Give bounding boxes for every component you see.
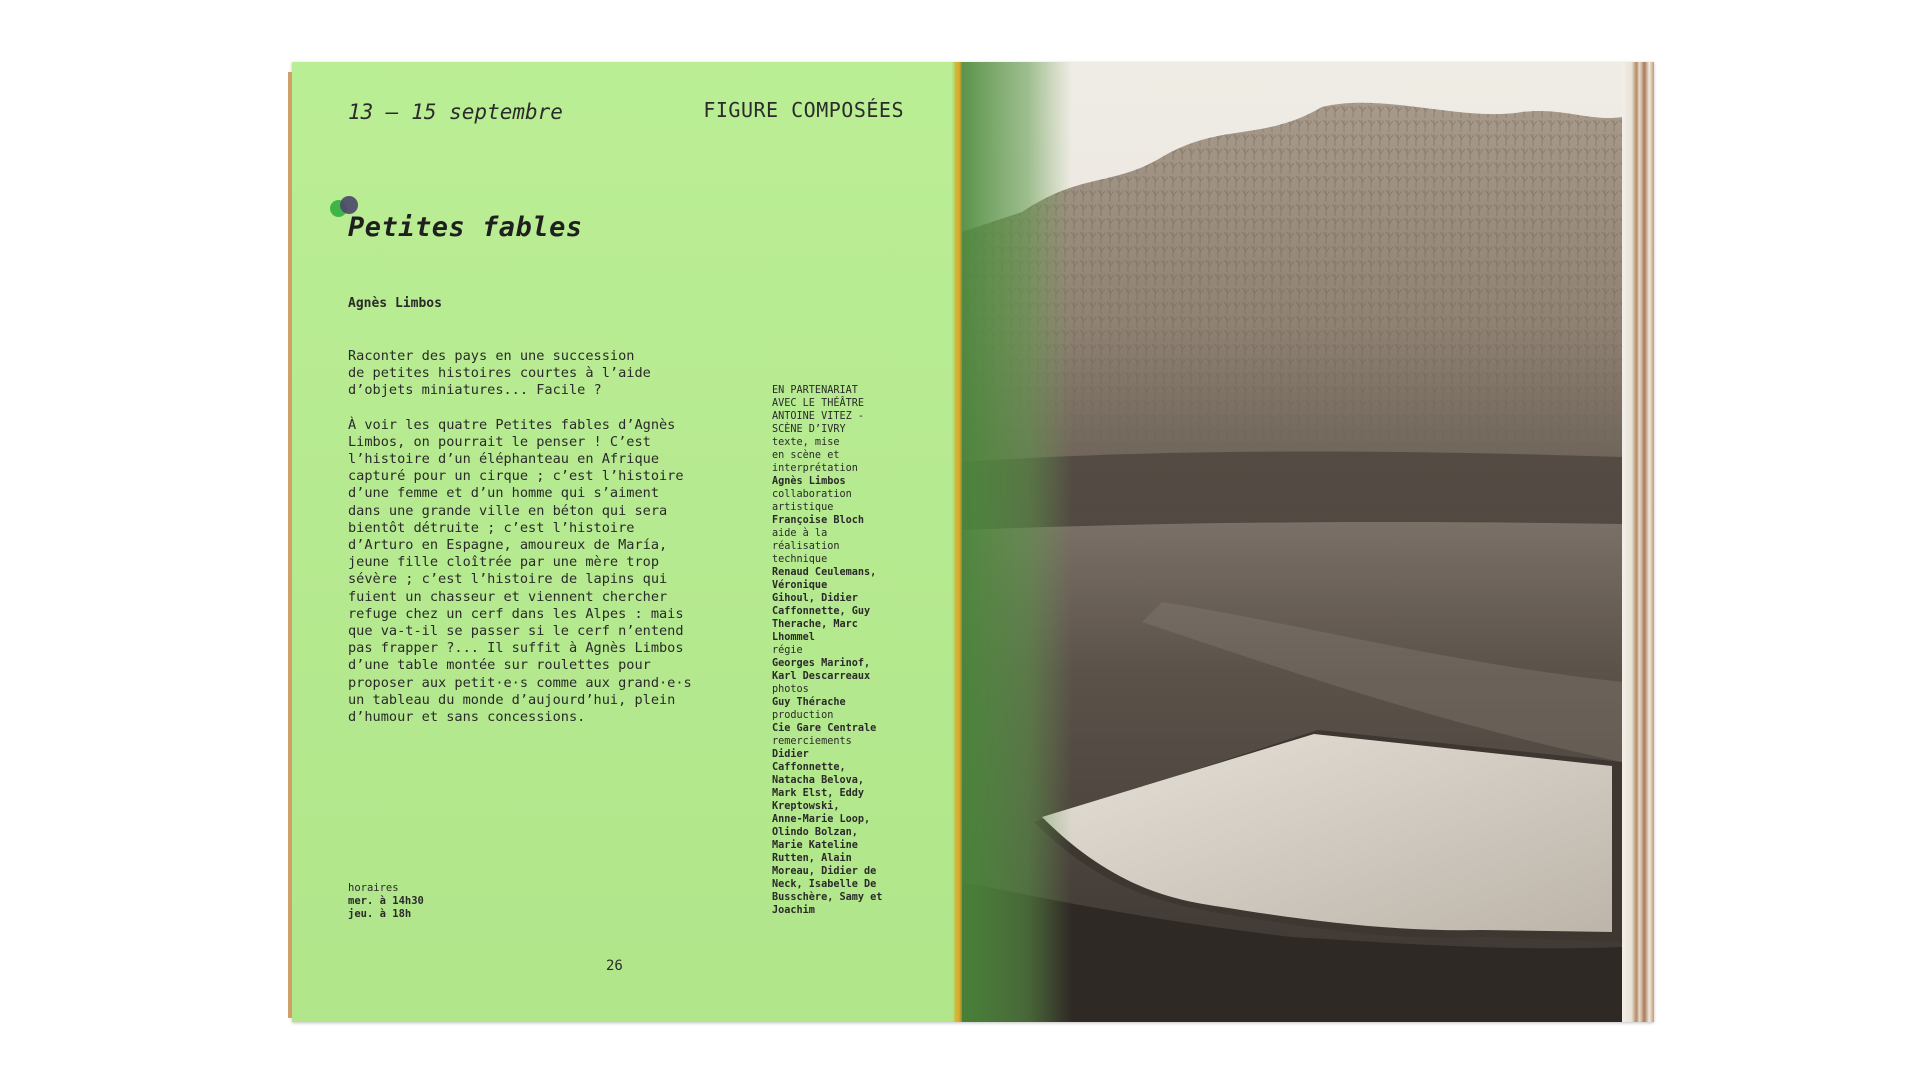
schedule-label: horaires <box>348 882 399 894</box>
credit-line: régie <box>772 645 803 656</box>
credit-line: Karl Descarreaux <box>772 671 871 682</box>
body-line: sévère ; c’est l’histoire de lapins qui <box>348 571 668 588</box>
credit-line: Caffonnette, Guy <box>772 606 871 617</box>
credit-line: Joachim <box>772 905 815 916</box>
body-line: de petites histoires courtes à l’aide <box>348 365 651 382</box>
header-date: 13 — 15 septembre <box>348 100 563 124</box>
credit-line: production <box>772 710 834 721</box>
credit-line: artistique <box>772 502 834 513</box>
credit-line: EN PARTENARIAT <box>772 385 858 396</box>
credit-line: Cie Gare Centrale <box>772 723 877 734</box>
body-line: d’une femme et d’un homme qui s’aiment <box>348 485 659 502</box>
schedule-time-2: jeu. à 18h <box>348 908 412 920</box>
credit-line: Natacha Belova, <box>772 775 865 786</box>
body-line: d’humour et sans concessions. <box>348 709 586 726</box>
credit-line: remerciements <box>772 736 852 747</box>
credit-line: Gihoul, Didier <box>772 593 858 604</box>
credit-line: Mark Elst, Eddy <box>772 788 865 799</box>
spine-edge <box>952 62 962 1022</box>
body-line: d’objets miniatures... Facile ? <box>348 382 602 399</box>
show-title: Petites fables <box>348 212 583 243</box>
left-page <box>292 62 960 1022</box>
credit-line: Didier <box>772 749 809 760</box>
right-page <box>962 62 1654 1022</box>
body-line: À voir les quatre Petites fables d’Agnès <box>348 416 676 433</box>
schedule-time-1: mer. à 14h30 <box>348 895 424 907</box>
credit-line: SCÈNE D’IVRY <box>772 424 846 435</box>
body-line: refuge chez un cerf dans les Alpes : mais <box>348 605 684 622</box>
credit-line: Guy Thérache <box>772 697 846 708</box>
credit-line: Lhommel <box>772 632 815 643</box>
body-line: dans une grande ville en béton qui sera <box>348 502 668 519</box>
body-line: que va-t-il se passer si le cerf n’entend <box>348 623 684 640</box>
credit-line: Marie Kateline <box>772 840 858 851</box>
body-line: pas frapper ?... Il suffit à Agnès Limbos <box>348 640 684 657</box>
booklet-spread <box>292 62 1654 1022</box>
credit-line: Agnès Limbos <box>772 476 846 487</box>
show-author: Agnès Limbos <box>348 296 442 311</box>
body-line: bientôt détruite ; c’est l’histoire <box>348 519 635 536</box>
schedule <box>348 882 424 921</box>
body-line: jeune fille cloîtrée par une mère trop <box>348 554 659 571</box>
credit-line: Busschère, Samy et <box>772 892 883 903</box>
credit-line: Olindo Bolzan, <box>772 827 858 838</box>
credit-line: Moreau, Didier de <box>772 866 877 877</box>
credit-line: collaboration <box>772 489 852 500</box>
body-line: d’Arturo en Espagne, amoureux de María, <box>348 537 668 554</box>
credit-line: en scène et <box>772 450 840 461</box>
credit-line: texte, mise <box>772 437 840 448</box>
credit-line: AVEC LE THÉÂTRE <box>772 398 865 409</box>
credit-line: Caffonnette, <box>772 762 846 773</box>
header-section-title: FIGURE COMPOSÉES <box>703 98 904 122</box>
body-line: capturé pour un cirque ; c’est l’histoire <box>348 468 684 485</box>
credit-line: interprétation <box>772 463 858 474</box>
body-line: un tableau du monde d’aujourd’hui, plein <box>348 691 676 708</box>
credit-line: réalisation <box>772 541 840 552</box>
body-line: fuient un chasseur et viennent chercher <box>348 588 668 605</box>
body-line: proposer aux petit·e·s comme aux grand·e·s <box>348 674 692 691</box>
credit-line: Neck, Isabelle De <box>772 879 877 890</box>
credit-line: technique <box>772 554 828 565</box>
body-line: d’une table montée sur roulettes pour <box>348 657 651 674</box>
credit-line: Anne-Marie Loop, <box>772 814 871 825</box>
body-paragraph-1 <box>348 348 768 400</box>
body-line: l’histoire d’un éléphanteau en Afrique <box>348 451 659 468</box>
right-page-edge <box>1622 62 1654 1022</box>
credit-line: Renaud Ceulemans, <box>772 567 877 578</box>
page-number: 26 <box>606 958 623 974</box>
credits-column <box>772 384 922 917</box>
credit-line: Therache, Marc <box>772 619 858 630</box>
body-line: Raconter des pays en une succession <box>348 348 635 364</box>
body-line: Limbos, on pourrait le penser ! C’est <box>348 433 651 450</box>
credit-line: ANTOINE VITEZ - <box>772 411 865 422</box>
body-paragraph-2 <box>348 417 768 727</box>
credit-line: Kreptowski, <box>772 801 840 812</box>
credit-line: Véronique <box>772 580 828 591</box>
credit-line: Georges Marinof, <box>772 658 871 669</box>
credit-line: Rutten, Alain <box>772 853 852 864</box>
landscape-photo-image <box>962 62 1622 1022</box>
landscape-photo <box>962 62 1622 1022</box>
body-text <box>348 348 768 743</box>
credit-line: aide à la <box>772 528 828 539</box>
credit-line: photos <box>772 684 809 695</box>
credit-line: Françoise Bloch <box>772 515 865 526</box>
